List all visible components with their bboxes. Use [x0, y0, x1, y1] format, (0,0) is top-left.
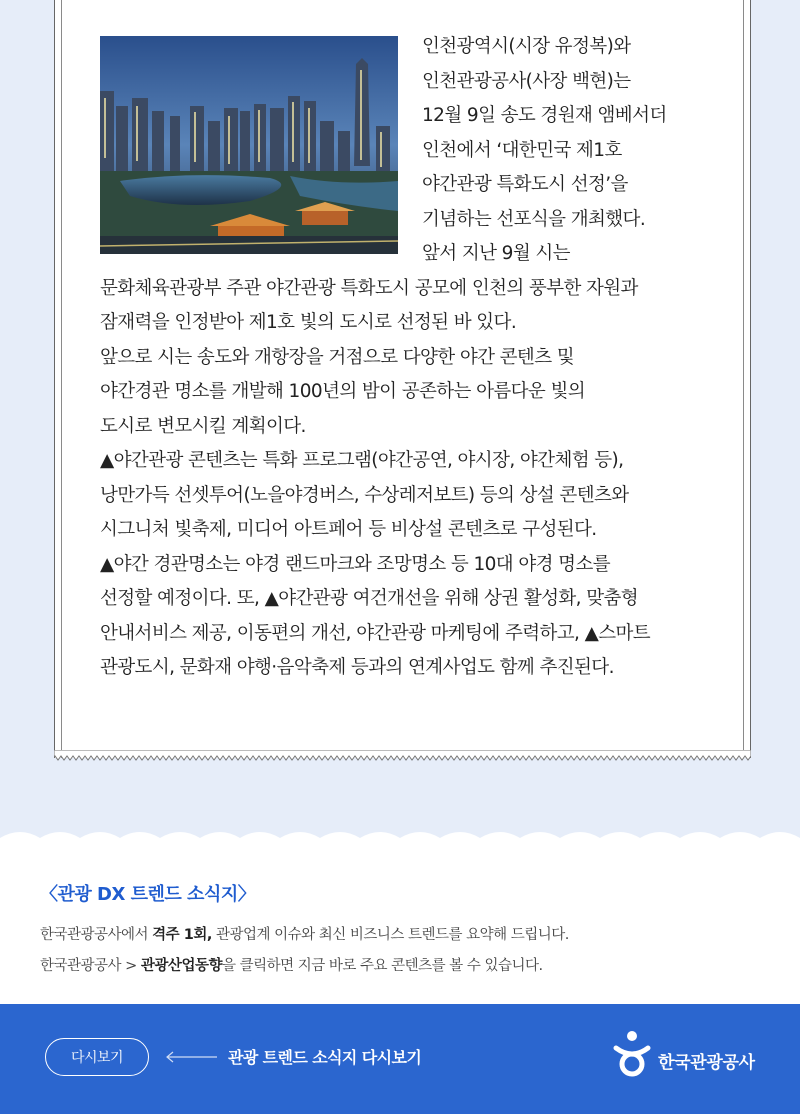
paper-torn-edge	[54, 750, 751, 766]
article-line: 앞서 지난 9월 시는	[422, 243, 570, 264]
article-line: 문화체육관광부 주관 야간관광 특화도시 공모에 인천의 풍부한 자원과	[100, 277, 638, 299]
newsletter-title: 〈관광 DX 트렌드 소식지〉	[40, 884, 256, 905]
industry-trends-link[interactable]: 관광산업동향	[140, 958, 222, 974]
newsletter-info-section	[0, 848, 800, 1006]
article-line: 인천관광공사(사장 백현)는	[422, 70, 631, 92]
article-line: ▲야간관광 콘텐츠는 특화 프로그램(야간공연, 야시장, 야간체험 등),	[100, 450, 624, 471]
article-line: 인천광역시(시장 유정복)와	[422, 36, 631, 57]
kto-logo: 한국관광공사	[612, 1030, 772, 1086]
article-line: 앞으로 시는 송도와 개항장을 거점으로 다양한 야간 콘텐츠 및	[100, 346, 575, 368]
article-line: 잠재력을 인정받아 제1호 빛의 도시로 선정된 바 있다.	[100, 312, 517, 333]
article-body	[100, 30, 720, 686]
article-line: 관광도시, 문화재 야행·음악축제 등과의 연계사업도 함께 추진된다.	[100, 657, 614, 678]
article-line: ▲야간 경관명소는 야경 랜드마크와 조망명소 등 10대 야경 명소를	[100, 553, 610, 575]
view-again-button[interactable]: 다시보기	[45, 1038, 149, 1076]
footer-caption: 관광 트렌드 소식지 다시보기	[228, 1048, 422, 1067]
wave-divider	[0, 826, 800, 850]
footer-bar	[0, 1004, 800, 1114]
article-line: 인천에서 ‘대한민국 제1호	[422, 139, 622, 161]
article-line: 12월 9일 송도 경원재 앰베서더	[422, 105, 667, 126]
article-line: 도시로 변모시킬 계획이다.	[100, 415, 306, 437]
newsletter-guide: 한국관광공사 > 관광산업동향을 클릭하면 지금 바로 주요 콘텐츠를 볼 수 있습니다.	[40, 958, 543, 974]
kto-logo-icon	[612, 1030, 654, 1080]
article-line: 선정할 예정이다. 또, ▲야간관광 여건개선을 위해 상권 활성화, 맞춤형	[100, 588, 639, 609]
article-line: 안내서비스 제공, 이동편의 개선, 야간관광 마케팅에 주력하고, ▲스마트	[100, 622, 651, 644]
arrow-left-icon	[165, 1050, 219, 1064]
article-line: 시그니처 빛축제, 미디어 아트페어 등 비상설 콘텐츠로 구성된다.	[100, 519, 597, 540]
article-line: 야간경관 명소를 개발해 100년의 밤이 공존하는 아름다운 빛의	[100, 381, 585, 402]
newsletter-description: 한국관광공사에서 격주 1회, 관광업계 이슈와 최신 비즈니스 트렌드를 요약해 드립니다.	[40, 927, 569, 943]
article-line: 야간관광 특화도시 선정’을	[422, 174, 628, 195]
article-line: 기념하는 선포식을 개최했다.	[422, 208, 646, 230]
article-line: 낭만가득 선셋투어(노을야경버스, 수상레저보트) 등의 상설 콘텐츠와	[100, 484, 629, 506]
